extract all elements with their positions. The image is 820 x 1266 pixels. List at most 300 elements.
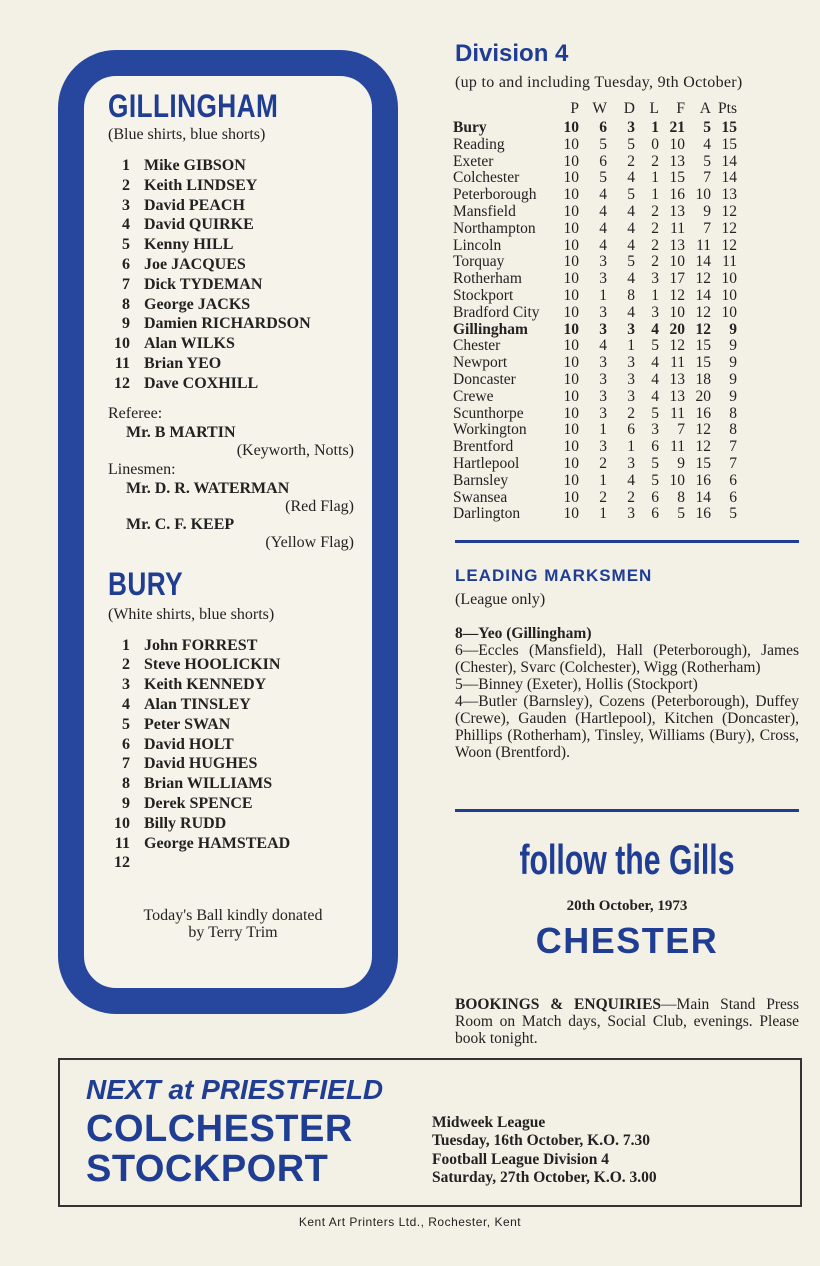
league-row	[453, 238, 737, 255]
away-player-1	[108, 636, 358, 656]
next-fixture-1-competition: Midweek League	[432, 1114, 546, 1131]
team-cell: Brentford	[453, 438, 514, 456]
away-match-date: 20th October, 1973	[566, 898, 688, 914]
home-team-kit: (Blue shirts, blue shorts)	[108, 126, 266, 143]
shirt-number: 5	[122, 236, 130, 254]
team-cell: Hartlepool	[453, 454, 520, 472]
stat-cell-pts: 10	[721, 270, 737, 288]
stat-cell-w: 2	[599, 488, 607, 506]
team-cell: Newport	[453, 354, 508, 372]
away-player-list	[108, 636, 358, 874]
marksmen-subtitle: (League only)	[455, 591, 546, 608]
linesman-2-name: Mr. C. F. KEEP	[126, 515, 235, 533]
stat-cell-a: 12	[695, 421, 711, 439]
stat-cell-a: 10	[695, 186, 711, 204]
league-row	[453, 137, 737, 154]
marksmen-line-4: 4—Butler (Barnsley), Cozens (Peterborough), Duffey (Crewe), Gauden (Hartlepool), Kitchen (Doncaster), Phillips (Rotherham), Tinsley, Williams (Bury), Cross, Woon (Brentford).	[455, 693, 799, 761]
stat-cell-pts: 9	[729, 354, 737, 372]
stat-cell-p: 10	[563, 320, 579, 338]
away-player-4	[108, 695, 358, 715]
team-cell: Darlington	[453, 505, 521, 523]
team-cell: Bradford City	[453, 303, 540, 321]
printer-credit: Kent Art Printers Ltd., Rochester, Kent	[298, 1215, 522, 1229]
stat-cell-w: 1	[599, 471, 607, 489]
league-row	[453, 305, 737, 322]
player-name: David QUIRKE	[144, 216, 254, 234]
shirt-number: 12	[114, 854, 130, 872]
player-name: Keith LINDSEY	[144, 176, 258, 194]
stat-cell-d: 1	[627, 337, 635, 355]
stat-cell-pts: 14	[721, 169, 737, 187]
player-name: Brian YEO	[144, 354, 222, 372]
stat-cell-pts: 9	[729, 370, 737, 388]
team-cell: Mansfield	[453, 202, 516, 220]
stat-cell-pts: 10	[721, 303, 737, 321]
marksmen-line-5: 5—Binney (Exeter), Hollis (Stockport)	[455, 676, 698, 693]
stat-cell-f: 11	[670, 438, 685, 456]
home-player-list	[108, 156, 358, 394]
shirt-number: 10	[114, 814, 130, 832]
stat-cell-p: 10	[563, 135, 579, 153]
team-cell: Bury	[453, 119, 487, 136]
stat-cell-p: 10	[563, 202, 579, 220]
league-row	[453, 372, 737, 389]
away-player-12	[108, 853, 358, 873]
next-fixture-2-date: Saturday, 27th October, K.O. 3.00	[432, 1169, 657, 1186]
marksmen-line-6: 6—Eccles (Mansfield), Hall (Peterborough), James (Chester), Svarc (Colchester), Wigg (Rotherham)	[455, 642, 799, 676]
stat-cell-w: 6	[599, 152, 607, 170]
stat-cell-a: 5	[703, 119, 711, 136]
league-row	[453, 254, 737, 271]
stat-cell-d: 3	[627, 119, 635, 136]
home-player-12	[108, 374, 358, 394]
stat-cell-a: 4	[703, 135, 711, 153]
league-row	[453, 187, 737, 204]
stat-cell-f: 17	[669, 270, 685, 288]
stat-cell-pts: 8	[729, 421, 737, 439]
league-row	[453, 506, 737, 523]
col-drawn: D	[623, 99, 635, 117]
stat-cell-p: 10	[563, 354, 579, 372]
stat-cell-l: 4	[651, 387, 659, 405]
home-team-name: GILLINGHAM	[108, 88, 279, 124]
stat-cell-f: 8	[677, 488, 685, 506]
player-name: Keith KENNEDY	[144, 676, 267, 694]
shirt-number: 1	[122, 157, 130, 174]
ball-donor-line-1: Today's Ball kindly donated	[143, 907, 323, 925]
next-team-2: STOCKPORT	[86, 1148, 329, 1190]
next-at-priestfield-box	[58, 1058, 802, 1207]
player-name: Derek SPENCE	[144, 794, 253, 812]
stat-cell-p: 10	[563, 270, 579, 288]
division-title: Division 4	[455, 40, 569, 67]
stat-cell-pts: 7	[729, 454, 737, 472]
col-played: P	[570, 99, 579, 117]
stat-cell-w: 4	[599, 337, 607, 355]
home-player-2	[108, 176, 358, 196]
away-player-5	[108, 715, 358, 735]
team-cell: Exeter	[453, 152, 494, 170]
stat-cell-a: 15	[695, 454, 711, 472]
league-table-header	[453, 98, 737, 120]
stat-cell-pts: 15	[721, 119, 737, 136]
shirt-number: 3	[122, 676, 130, 694]
player-name: George JACKS	[144, 295, 251, 313]
stat-cell-f: 20	[669, 320, 685, 338]
stat-cell-f: 10	[669, 135, 685, 153]
league-row	[453, 422, 737, 439]
col-for: F	[676, 99, 685, 117]
league-row	[453, 355, 737, 372]
stat-cell-pts: 13	[721, 186, 737, 204]
home-player-11	[108, 354, 358, 374]
stat-cell-f: 11	[670, 354, 685, 372]
stat-cell-l: 3	[651, 270, 659, 288]
league-row	[453, 204, 737, 221]
stat-cell-pts: 10	[721, 286, 737, 304]
stat-cell-d: 3	[627, 354, 635, 372]
player-name: Billy RUDD	[144, 814, 227, 832]
stat-cell-a: 16	[695, 471, 711, 489]
stat-cell-w: 4	[599, 202, 607, 220]
stat-cell-pts: 9	[729, 387, 737, 405]
stat-cell-p: 10	[563, 119, 579, 136]
team-cell: Doncaster	[453, 370, 516, 388]
player-name: Kenny HILL	[144, 236, 234, 254]
shirt-number: 8	[122, 295, 130, 313]
stat-cell-f: 11	[670, 404, 685, 422]
stat-cell-d: 3	[627, 505, 635, 523]
stat-cell-w: 1	[599, 286, 607, 304]
away-match-opponent: CHESTER	[535, 920, 719, 961]
next-fixture-1-date: Tuesday, 16th October, K.O. 7.30	[432, 1132, 651, 1149]
shirt-number: 6	[122, 255, 130, 273]
shirt-number: 11	[114, 834, 130, 852]
team-cell: Barnsley	[453, 471, 509, 489]
stat-cell-f: 16	[669, 186, 685, 204]
stat-cell-d: 5	[627, 253, 635, 271]
stat-cell-d: 1	[627, 438, 635, 456]
team-cell: Peterborough	[453, 186, 537, 204]
stat-cell-l: 4	[651, 320, 659, 338]
stat-cell-l: 6	[651, 488, 659, 506]
away-player-3	[108, 675, 358, 695]
stat-cell-a: 12	[695, 270, 711, 288]
shirt-number: 2	[122, 176, 130, 194]
player-name: David HUGHES	[144, 755, 258, 773]
shirt-number: 12	[114, 374, 130, 392]
stat-cell-f: 7	[677, 421, 685, 439]
home-player-10	[108, 334, 358, 354]
stat-cell-a: 16	[695, 505, 711, 523]
player-name: Joe JACQUES	[144, 255, 246, 273]
stat-cell-w: 3	[599, 354, 607, 372]
stat-cell-w: 3	[599, 270, 607, 288]
stat-cell-w: 6	[599, 119, 607, 136]
team-cell: Reading	[453, 135, 505, 153]
stat-cell-f: 12	[669, 286, 685, 304]
stat-cell-p: 10	[563, 505, 579, 523]
league-row	[453, 406, 737, 423]
league-table	[453, 98, 737, 523]
away-player-10	[108, 814, 358, 834]
stat-cell-a: 15	[695, 337, 711, 355]
stat-cell-l: 6	[651, 438, 659, 456]
stat-cell-w: 3	[599, 320, 607, 338]
stat-cell-d: 6	[627, 421, 635, 439]
stat-cell-p: 10	[563, 152, 579, 170]
home-player-4	[108, 215, 358, 235]
stat-cell-d: 3	[627, 320, 635, 338]
shirt-number: 1	[122, 636, 130, 654]
stat-cell-f: 13	[669, 152, 685, 170]
home-player-8	[108, 295, 358, 315]
stat-cell-f: 12	[669, 337, 685, 355]
away-player-6	[108, 735, 358, 755]
home-player-6	[108, 255, 358, 275]
stat-cell-p: 10	[563, 454, 579, 472]
shirt-number: 10	[114, 335, 130, 353]
stat-cell-pts: 7	[729, 438, 737, 456]
linesman-2-flag: (Yellow Flag)	[265, 533, 354, 551]
league-row	[453, 490, 737, 507]
shirt-number: 4	[122, 216, 130, 234]
stat-cell-p: 10	[563, 471, 579, 489]
team-cell: Stockport	[453, 286, 514, 304]
player-name: Alan TINSLEY	[144, 695, 251, 713]
shirt-number: 3	[122, 196, 130, 214]
referee-name: Mr. B MARTIN	[126, 423, 236, 441]
stat-cell-p: 10	[563, 236, 579, 254]
stat-cell-w: 1	[599, 505, 607, 523]
player-name: Dave COXHILL	[144, 374, 259, 392]
stat-cell-p: 10	[563, 286, 579, 304]
team-cell: Northampton	[453, 219, 536, 237]
stat-cell-l: 4	[651, 354, 659, 372]
stat-cell-a: 16	[695, 404, 711, 422]
next-team-1: COLCHESTER	[86, 1108, 353, 1150]
stat-cell-p: 10	[563, 337, 579, 355]
stat-cell-pts: 6	[729, 471, 737, 489]
stat-cell-f: 10	[669, 471, 685, 489]
next-fixture-2-competition: Football League Division 4	[432, 1151, 609, 1168]
stat-cell-d: 4	[627, 202, 635, 220]
stat-cell-f: 13	[669, 370, 685, 388]
player-name: Mike GIBSON	[144, 157, 246, 174]
stat-cell-p: 10	[563, 303, 579, 321]
stat-cell-p: 10	[563, 186, 579, 204]
player-name: David PEACH	[144, 196, 245, 214]
stat-cell-a: 18	[695, 370, 711, 388]
stat-cell-a: 11	[696, 236, 711, 254]
stat-cell-pts: 15	[721, 135, 737, 153]
stat-cell-d: 2	[627, 152, 635, 170]
stat-cell-w: 3	[599, 387, 607, 405]
away-team-name: BURY	[108, 565, 184, 602]
col-lost: L	[649, 99, 659, 117]
league-row	[453, 154, 737, 171]
home-player-9	[108, 314, 358, 334]
stat-cell-l: 5	[651, 404, 659, 422]
team-cell: Chester	[453, 337, 501, 355]
stat-cell-w: 3	[599, 253, 607, 271]
stat-cell-d: 4	[627, 236, 635, 254]
shirt-number: 2	[122, 656, 130, 674]
bookings-label: BOOKINGS & ENQUIRIES	[455, 996, 662, 1013]
stat-cell-w: 5	[599, 169, 607, 187]
shirt-number: 7	[122, 755, 130, 773]
stat-cell-f: 5	[677, 505, 685, 523]
bookings-info	[455, 996, 799, 1047]
team-sheet	[108, 88, 358, 941]
stat-cell-d: 3	[627, 454, 635, 472]
stat-cell-p: 10	[563, 387, 579, 405]
team-cell: Workington	[453, 421, 527, 439]
home-player-5	[108, 235, 358, 255]
player-name: John FORREST	[144, 636, 258, 654]
league-row	[453, 338, 737, 355]
league-row	[453, 456, 737, 473]
stat-cell-a: 20	[695, 387, 711, 405]
stat-cell-w: 4	[599, 236, 607, 254]
player-name: George HAMSTEAD	[144, 834, 291, 852]
stat-cell-a: 7	[703, 169, 711, 187]
league-row	[453, 322, 737, 339]
stat-cell-l: 3	[651, 303, 659, 321]
league-row	[453, 473, 737, 490]
stat-cell-p: 10	[563, 421, 579, 439]
player-name: Alan WILKS	[144, 335, 235, 353]
stat-cell-pts: 6	[729, 488, 737, 506]
stat-cell-a: 12	[695, 438, 711, 456]
stat-cell-w: 2	[599, 454, 607, 472]
marksmen-title: LEADING MARKSMEN	[455, 566, 653, 585]
stat-cell-a: 14	[695, 488, 711, 506]
stat-cell-d: 4	[627, 270, 635, 288]
team-cell: Gillingham	[453, 320, 528, 338]
stat-cell-l: 0	[651, 135, 659, 153]
stat-cell-l: 5	[651, 454, 659, 472]
stat-cell-a: 9	[703, 202, 711, 220]
stat-cell-p: 10	[563, 219, 579, 237]
shirt-number: 9	[122, 315, 130, 333]
stat-cell-l: 2	[651, 152, 659, 170]
stat-cell-l: 1	[651, 119, 659, 136]
team-cell: Crewe	[453, 387, 494, 405]
stat-cell-d: 5	[627, 135, 635, 153]
stat-cell-l: 5	[651, 471, 659, 489]
team-cell: Torquay	[453, 253, 505, 271]
stat-cell-l: 2	[651, 202, 659, 220]
stat-cell-a: 15	[695, 354, 711, 372]
stat-cell-d: 3	[627, 370, 635, 388]
stat-cell-p: 10	[563, 488, 579, 506]
player-name: Brian WILLIAMS	[144, 775, 273, 793]
home-player-1	[108, 156, 358, 176]
stat-cell-w: 5	[599, 135, 607, 153]
team-cell: Swansea	[453, 488, 508, 506]
home-player-7	[108, 275, 358, 295]
ball-donor-line-2: by Terry Trim	[188, 924, 278, 942]
referee-from: (Keyworth, Notts)	[236, 441, 354, 459]
stat-cell-pts: 8	[729, 404, 737, 422]
home-player-3	[108, 196, 358, 216]
team-cell: Rotherham	[453, 270, 522, 288]
stat-cell-d: 4	[627, 471, 635, 489]
stat-cell-a: 7	[703, 219, 711, 237]
stat-cell-l: 2	[651, 219, 659, 237]
player-name: Steve HOOLICKIN	[144, 656, 281, 674]
stat-cell-f: 15	[669, 169, 685, 187]
match-officials	[108, 404, 358, 552]
marksmen-line-8: 8—Yeo (Gillingham)	[455, 625, 592, 642]
stat-cell-d: 3	[627, 387, 635, 405]
stat-cell-d: 5	[627, 186, 635, 204]
linesman-1-flag: (Red Flag)	[285, 497, 354, 515]
stat-cell-d: 8	[627, 286, 635, 304]
next-at-priestfield-heading: NEXT at PRIESTFIELD	[86, 1074, 384, 1105]
player-name: David HOLT	[144, 735, 234, 753]
division-subtitle: (up to and including Tuesday, 9th October)	[455, 74, 743, 91]
stat-cell-d: 2	[627, 488, 635, 506]
stat-cell-p: 10	[563, 404, 579, 422]
divider-2	[455, 809, 799, 812]
stat-cell-w: 3	[599, 404, 607, 422]
stat-cell-f: 11	[670, 219, 685, 237]
stat-cell-f: 13	[669, 387, 685, 405]
shirt-number: 9	[122, 794, 130, 812]
stat-cell-f: 21	[669, 119, 685, 136]
stat-cell-pts: 9	[729, 320, 737, 338]
stat-cell-d: 4	[627, 169, 635, 187]
shirt-number: 11	[114, 354, 130, 372]
stat-cell-pts: 5	[729, 505, 737, 523]
stat-cell-w: 3	[599, 303, 607, 321]
stat-cell-a: 5	[703, 152, 711, 170]
league-table-body	[453, 120, 737, 523]
stat-cell-f: 13	[669, 202, 685, 220]
league-row	[453, 221, 737, 238]
stat-cell-w: 4	[599, 186, 607, 204]
divider-1	[455, 540, 799, 543]
stat-cell-l: 2	[651, 253, 659, 271]
stat-cell-w: 3	[599, 370, 607, 388]
team-cell: Lincoln	[453, 236, 502, 254]
stat-cell-l: 6	[651, 505, 659, 523]
away-player-8	[108, 774, 358, 794]
stat-cell-pts: 12	[721, 202, 737, 220]
league-row	[453, 170, 737, 187]
stat-cell-w: 4	[599, 219, 607, 237]
shirt-number: 6	[122, 735, 130, 753]
stat-cell-l: 4	[651, 370, 659, 388]
col-won: W	[592, 99, 607, 117]
stat-cell-a: 12	[695, 303, 711, 321]
follow-the-gills-headline: follow the Gills	[519, 836, 735, 883]
league-row	[453, 439, 737, 456]
bookings-text: —Main Stand Press Room on Match days, Social Club, evenings. Please book tonight.	[455, 996, 799, 1047]
col-against: A	[699, 99, 711, 117]
stat-cell-w: 1	[599, 421, 607, 439]
linesmen-label: Linesmen:	[108, 460, 176, 478]
stat-cell-w: 3	[599, 438, 607, 456]
stat-cell-d: 2	[627, 404, 635, 422]
away-player-9	[108, 794, 358, 814]
stat-cell-l: 5	[651, 337, 659, 355]
away-player-11	[108, 834, 358, 854]
stat-cell-pts: 14	[721, 152, 737, 170]
stat-cell-l: 1	[651, 186, 659, 204]
